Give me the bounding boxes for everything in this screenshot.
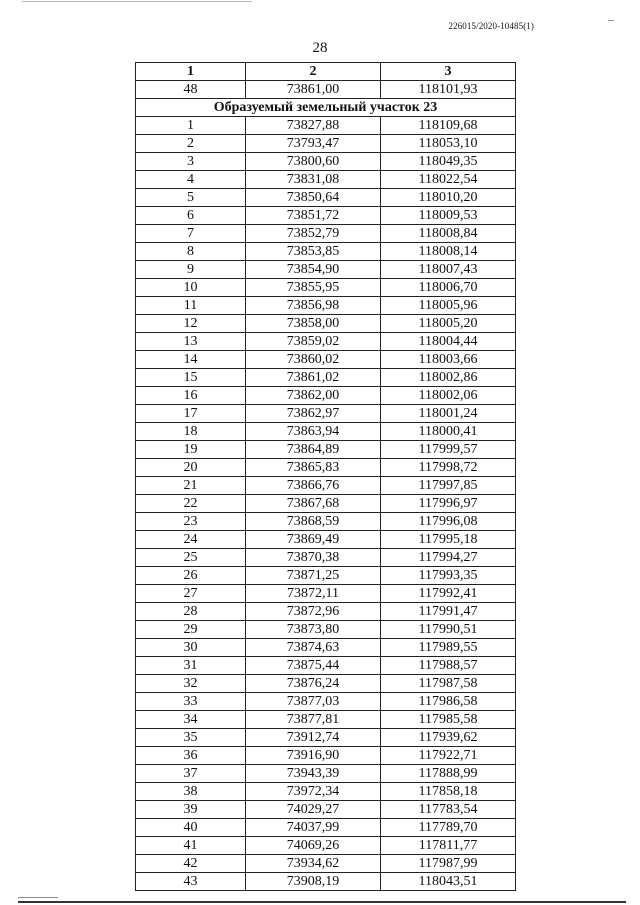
table-row <box>136 657 516 675</box>
coordinate-y: 117995,18 <box>381 531 516 549</box>
point-number: 38 <box>136 783 246 801</box>
coordinate-y: 117858,18 <box>381 783 516 801</box>
coordinate-y: 117986,58 <box>381 693 516 711</box>
coordinate-x: 73873,80 <box>246 621 381 639</box>
table-row <box>136 819 516 837</box>
coordinate-x: 73943,39 <box>246 765 381 783</box>
coordinate-x: 73866,76 <box>246 477 381 495</box>
coordinate-x: 73831,08 <box>246 171 381 189</box>
point-number: 31 <box>136 657 246 675</box>
coordinate-y: 117987,58 <box>381 675 516 693</box>
column-header-3: 3 <box>381 63 516 81</box>
coordinate-y: 118101,93 <box>381 81 516 99</box>
point-number: 14 <box>136 351 246 369</box>
table-row <box>136 405 516 423</box>
coordinate-y: 118009,53 <box>381 207 516 225</box>
point-number: 8 <box>136 243 246 261</box>
point-number: 17 <box>136 405 246 423</box>
coordinate-x: 73864,89 <box>246 441 381 459</box>
coordinate-y: 118003,66 <box>381 351 516 369</box>
coordinate-x: 73827,88 <box>246 117 381 135</box>
coordinate-x: 73860,02 <box>246 351 381 369</box>
table-row <box>136 513 516 531</box>
table-row <box>136 603 516 621</box>
point-number: 21 <box>136 477 246 495</box>
coordinate-x: 73972,34 <box>246 783 381 801</box>
table-row <box>136 765 516 783</box>
table-row <box>136 531 516 549</box>
point-number: 6 <box>136 207 246 225</box>
table-row <box>136 297 516 315</box>
coordinate-x: 73871,25 <box>246 567 381 585</box>
table-row <box>136 459 516 477</box>
table-row <box>136 693 516 711</box>
coordinate-y: 117997,85 <box>381 477 516 495</box>
point-number: 25 <box>136 549 246 567</box>
coordinate-y: 117989,55 <box>381 639 516 657</box>
point-number: 15 <box>136 369 246 387</box>
table-row <box>136 495 516 513</box>
coordinate-y: 117996,97 <box>381 495 516 513</box>
coordinate-y: 118049,35 <box>381 153 516 171</box>
point-number: 39 <box>136 801 246 819</box>
coordinate-y: 117999,57 <box>381 441 516 459</box>
section-title: Образуемый земельный участок 23 <box>136 99 516 117</box>
coordinate-y: 117922,71 <box>381 747 516 765</box>
point-number: 42 <box>136 855 246 873</box>
table-row <box>136 729 516 747</box>
coordinate-y: 118005,20 <box>381 315 516 333</box>
coordinate-x: 73861,00 <box>246 81 381 99</box>
table-row <box>136 585 516 603</box>
table-row <box>136 423 516 441</box>
coordinate-x: 73877,81 <box>246 711 381 729</box>
table-row <box>136 873 516 891</box>
coordinate-x: 73851,72 <box>246 207 381 225</box>
coordinate-y: 117939,62 <box>381 729 516 747</box>
table-row <box>136 261 516 279</box>
column-header-2: 2 <box>246 63 381 81</box>
table-row <box>136 567 516 585</box>
point-number: 36 <box>136 747 246 765</box>
coordinate-y: 117888,99 <box>381 765 516 783</box>
table-row <box>136 81 516 99</box>
coordinate-y: 118001,24 <box>381 405 516 423</box>
table-row <box>136 333 516 351</box>
coordinate-y: 118002,86 <box>381 369 516 387</box>
coordinate-x: 73862,97 <box>246 405 381 423</box>
coordinate-x: 73852,79 <box>246 225 381 243</box>
table-row <box>136 747 516 765</box>
point-number: 30 <box>136 639 246 657</box>
table-header-row <box>136 63 516 81</box>
table-row <box>136 369 516 387</box>
coordinate-y: 117998,72 <box>381 459 516 477</box>
coordinate-x: 73908,19 <box>246 873 381 891</box>
bottom-rule <box>18 901 626 903</box>
point-number: 22 <box>136 495 246 513</box>
document-id: 226015/2020-10485(1) <box>448 21 534 31</box>
coordinate-y: 118043,51 <box>381 873 516 891</box>
table-row <box>136 153 516 171</box>
coordinate-x: 73863,94 <box>246 423 381 441</box>
coordinate-y: 118002,06 <box>381 387 516 405</box>
table-row <box>136 639 516 657</box>
table-row <box>136 225 516 243</box>
table-row <box>136 387 516 405</box>
coordinate-y: 117987,99 <box>381 855 516 873</box>
top-rule <box>22 1 252 2</box>
coordinates-table <box>135 62 516 891</box>
point-number: 2 <box>136 135 246 153</box>
point-number: 10 <box>136 279 246 297</box>
coordinate-y: 118022,54 <box>381 171 516 189</box>
table-row <box>136 711 516 729</box>
coordinate-x: 73872,96 <box>246 603 381 621</box>
table-row <box>136 675 516 693</box>
coordinate-x: 73912,74 <box>246 729 381 747</box>
table-row <box>136 117 516 135</box>
coordinate-y: 117992,41 <box>381 585 516 603</box>
table-row <box>136 243 516 261</box>
point-number: 3 <box>136 153 246 171</box>
coordinate-y: 118008,14 <box>381 243 516 261</box>
corner-mark <box>608 20 614 21</box>
table-row <box>136 837 516 855</box>
point-number: 16 <box>136 387 246 405</box>
point-number: 29 <box>136 621 246 639</box>
coordinate-x: 74037,99 <box>246 819 381 837</box>
table-row <box>136 549 516 567</box>
point-number: 5 <box>136 189 246 207</box>
coordinate-y: 117789,70 <box>381 819 516 837</box>
column-header-1: 1 <box>136 63 246 81</box>
coordinate-y: 118004,44 <box>381 333 516 351</box>
coordinate-y: 117994,27 <box>381 549 516 567</box>
coordinate-x: 73861,02 <box>246 369 381 387</box>
point-number: 27 <box>136 585 246 603</box>
point-number: 7 <box>136 225 246 243</box>
coordinate-y: 118109,68 <box>381 117 516 135</box>
coordinate-x: 73858,00 <box>246 315 381 333</box>
coordinate-y: 118006,70 <box>381 279 516 297</box>
bottom-rule-left <box>18 897 58 898</box>
point-number: 11 <box>136 297 246 315</box>
coordinate-x: 73850,64 <box>246 189 381 207</box>
point-number: 43 <box>136 873 246 891</box>
coordinate-x: 73855,95 <box>246 279 381 297</box>
point-number: 37 <box>136 765 246 783</box>
point-number: 24 <box>136 531 246 549</box>
point-number: 19 <box>136 441 246 459</box>
coordinate-y: 118008,84 <box>381 225 516 243</box>
table-row <box>136 351 516 369</box>
coordinate-x: 73853,85 <box>246 243 381 261</box>
point-number: 33 <box>136 693 246 711</box>
coordinate-y: 117993,35 <box>381 567 516 585</box>
coordinate-x: 73934,62 <box>246 855 381 873</box>
coordinate-x: 73869,49 <box>246 531 381 549</box>
point-number: 12 <box>136 315 246 333</box>
table-row <box>136 279 516 297</box>
coordinate-x: 74029,27 <box>246 801 381 819</box>
point-number: 20 <box>136 459 246 477</box>
coordinate-x: 73793,47 <box>246 135 381 153</box>
coordinate-x: 73876,24 <box>246 675 381 693</box>
coordinate-y: 118005,96 <box>381 297 516 315</box>
coordinate-x: 74069,26 <box>246 837 381 855</box>
coordinate-x: 73859,02 <box>246 333 381 351</box>
coordinate-x: 73868,59 <box>246 513 381 531</box>
point-number: 26 <box>136 567 246 585</box>
point-number: 40 <box>136 819 246 837</box>
coordinate-x: 73862,00 <box>246 387 381 405</box>
point-number: 4 <box>136 171 246 189</box>
section-row <box>136 99 516 117</box>
coordinate-y: 118000,41 <box>381 423 516 441</box>
coordinate-x: 73865,83 <box>246 459 381 477</box>
coordinate-y: 117985,58 <box>381 711 516 729</box>
point-number: 1 <box>136 117 246 135</box>
point-number: 32 <box>136 675 246 693</box>
table-row <box>136 171 516 189</box>
point-number: 13 <box>136 333 246 351</box>
point-number: 28 <box>136 603 246 621</box>
table-row <box>136 207 516 225</box>
table-row <box>136 189 516 207</box>
table-row <box>136 135 516 153</box>
table-row <box>136 315 516 333</box>
coordinate-x: 73856,98 <box>246 297 381 315</box>
page-number: 28 <box>312 40 328 56</box>
coordinate-x: 73800,60 <box>246 153 381 171</box>
coordinate-x: 73870,38 <box>246 549 381 567</box>
coordinate-y: 117988,57 <box>381 657 516 675</box>
coordinate-x: 73875,44 <box>246 657 381 675</box>
coordinate-y: 117811,77 <box>381 837 516 855</box>
point-number: 41 <box>136 837 246 855</box>
table-row <box>136 801 516 819</box>
point-number: 23 <box>136 513 246 531</box>
point-number: 18 <box>136 423 246 441</box>
point-number: 34 <box>136 711 246 729</box>
table-row <box>136 783 516 801</box>
table-row <box>136 441 516 459</box>
coordinate-y: 117996,08 <box>381 513 516 531</box>
coordinate-y: 118053,10 <box>381 135 516 153</box>
coordinate-x: 73916,90 <box>246 747 381 765</box>
coordinate-x: 73854,90 <box>246 261 381 279</box>
coordinate-y: 117991,47 <box>381 603 516 621</box>
coordinate-y: 117783,54 <box>381 801 516 819</box>
point-number: 48 <box>136 81 246 99</box>
point-number: 9 <box>136 261 246 279</box>
point-number: 35 <box>136 729 246 747</box>
table-row <box>136 855 516 873</box>
coordinate-y: 118007,43 <box>381 261 516 279</box>
coordinate-x: 73872,11 <box>246 585 381 603</box>
table-row <box>136 621 516 639</box>
coordinate-x: 73874,63 <box>246 639 381 657</box>
coordinate-y: 117990,51 <box>381 621 516 639</box>
coordinate-x: 73877,03 <box>246 693 381 711</box>
coordinate-y: 118010,20 <box>381 189 516 207</box>
coordinate-x: 73867,68 <box>246 495 381 513</box>
table-row <box>136 477 516 495</box>
